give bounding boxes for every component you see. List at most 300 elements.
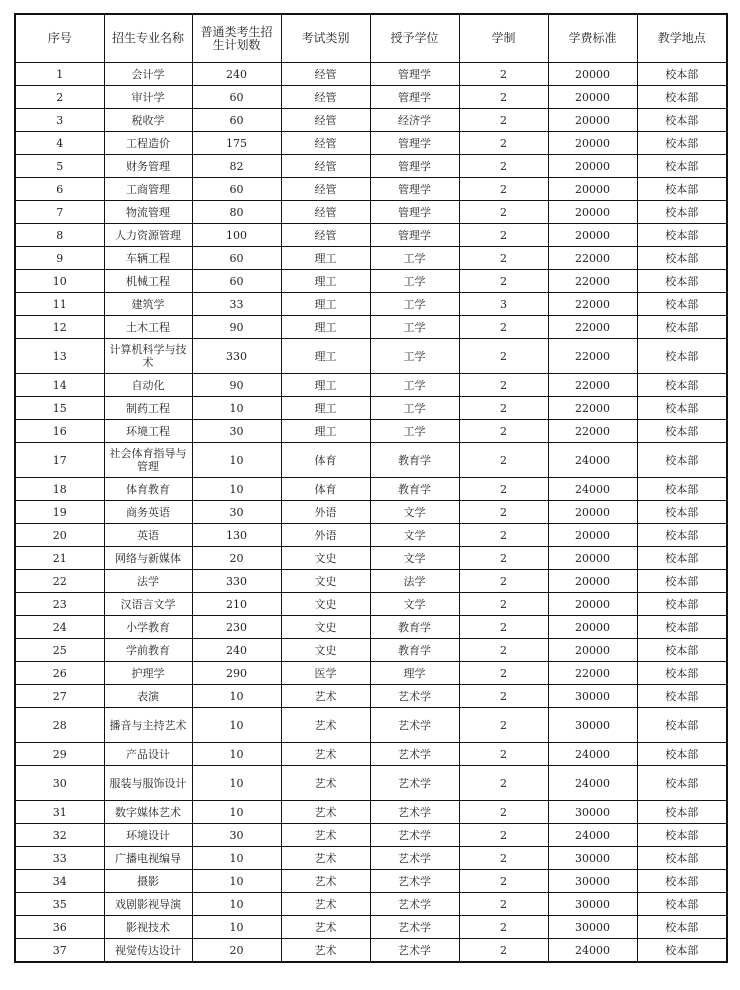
tuition-cell: 30000 [548,801,637,824]
major-name-cell: 建筑学 [104,293,192,316]
table-row [15,524,727,547]
duration-cell: 2 [459,63,548,86]
quota-cell: 33 [192,293,281,316]
tuition-cell: 24000 [548,824,637,847]
degree-cell: 工学 [370,316,459,339]
major-name-cell: 税收学 [104,109,192,132]
table-row [15,685,727,708]
major-name-cell: 审计学 [104,86,192,109]
major-name-cell: 广播电视编导 [104,847,192,870]
major-name-cell: 戏剧影视导演 [104,893,192,916]
quota-cell: 10 [192,893,281,916]
serial-no-cell: 31 [15,801,104,824]
table-row [15,443,727,478]
major-name-cell: 播音与主持艺术 [104,708,192,743]
serial-no-cell: 20 [15,524,104,547]
tuition-cell: 30000 [548,916,637,939]
serial-no-cell: 14 [15,374,104,397]
tuition-cell: 22000 [548,374,637,397]
table-row [15,397,727,420]
exam-category-cell: 经管 [281,109,370,132]
degree-cell: 艺术学 [370,766,459,801]
major-name-cell: 影视技术 [104,916,192,939]
duration-cell: 2 [459,524,548,547]
major-name-cell: 体育教育 [104,478,192,501]
degree-cell: 艺术学 [370,893,459,916]
table-row [15,501,727,524]
tuition-cell: 20000 [548,501,637,524]
exam-category-cell: 理工 [281,374,370,397]
campus-cell: 校本部 [637,293,727,316]
serial-no-cell: 5 [15,155,104,178]
table-row [15,316,727,339]
tuition-cell: 20000 [548,63,637,86]
degree-cell: 文学 [370,547,459,570]
tuition-cell: 24000 [548,443,637,478]
campus-cell: 校本部 [637,524,727,547]
header-row [15,14,727,63]
degree-cell: 教育学 [370,443,459,478]
serial-no-cell: 1 [15,63,104,86]
exam-category-cell: 艺术 [281,893,370,916]
tuition-cell: 22000 [548,270,637,293]
exam-category-cell: 艺术 [281,916,370,939]
exam-category-cell: 理工 [281,339,370,374]
campus-cell: 校本部 [637,939,727,963]
major-name-cell: 商务英语 [104,501,192,524]
table-row [15,570,727,593]
campus-cell: 校本部 [637,478,727,501]
quota-cell: 10 [192,870,281,893]
degree-cell: 文学 [370,524,459,547]
campus-cell: 校本部 [637,247,727,270]
serial-no-cell: 4 [15,132,104,155]
quota-cell: 10 [192,743,281,766]
exam-category-cell: 艺术 [281,870,370,893]
tuition-cell: 22000 [548,316,637,339]
tuition-cell: 20000 [548,524,637,547]
degree-cell: 理学 [370,662,459,685]
table-row [15,155,727,178]
degree-cell: 工学 [370,293,459,316]
degree-cell: 教育学 [370,478,459,501]
duration-cell: 2 [459,339,548,374]
serial-no-cell: 24 [15,616,104,639]
degree-cell: 艺术学 [370,847,459,870]
quota-cell: 60 [192,109,281,132]
tuition-cell: 22000 [548,420,637,443]
serial-no-cell: 18 [15,478,104,501]
serial-no-cell: 34 [15,870,104,893]
major-name-cell: 汉语言文学 [104,593,192,616]
tuition-cell: 20000 [548,593,637,616]
major-name-cell: 车辆工程 [104,247,192,270]
duration-cell: 2 [459,662,548,685]
exam-category-cell: 艺术 [281,824,370,847]
serial-no-cell: 12 [15,316,104,339]
tuition-cell: 24000 [548,478,637,501]
quota-cell: 10 [192,397,281,420]
table-row [15,824,727,847]
tuition-cell: 20000 [548,155,637,178]
campus-cell: 校本部 [637,662,727,685]
exam-category-cell: 文史 [281,570,370,593]
degree-cell: 管理学 [370,86,459,109]
duration-cell: 2 [459,443,548,478]
duration-cell: 2 [459,708,548,743]
serial-no-cell: 9 [15,247,104,270]
major-name-cell: 服装与服饰设计 [104,766,192,801]
campus-cell: 校本部 [637,132,727,155]
quota-cell: 240 [192,639,281,662]
degree-cell: 艺术学 [370,939,459,963]
table-row [15,708,727,743]
tuition-cell: 20000 [548,178,637,201]
duration-cell: 2 [459,847,548,870]
duration-cell: 2 [459,270,548,293]
quota-cell: 30 [192,824,281,847]
exam-category-cell: 理工 [281,247,370,270]
quota-cell: 20 [192,939,281,963]
serial-no-cell: 32 [15,824,104,847]
degree-cell: 管理学 [370,132,459,155]
tuition-cell: 24000 [548,743,637,766]
tuition-cell: 24000 [548,766,637,801]
serial-no-cell: 16 [15,420,104,443]
tuition-cell: 22000 [548,339,637,374]
quota-cell: 210 [192,593,281,616]
serial-no-cell: 3 [15,109,104,132]
tuition-cell: 20000 [548,201,637,224]
degree-cell: 艺术学 [370,743,459,766]
quota-cell: 10 [192,847,281,870]
table-row [15,63,727,86]
degree-cell: 工学 [370,397,459,420]
quota-cell: 10 [192,766,281,801]
major-name-cell: 网络与新媒体 [104,547,192,570]
quota-cell: 230 [192,616,281,639]
campus-cell: 校本部 [637,501,727,524]
serial-no-cell: 30 [15,766,104,801]
exam-category-cell: 经管 [281,132,370,155]
exam-category-cell: 外语 [281,524,370,547]
tuition-cell: 20000 [548,616,637,639]
degree-cell: 管理学 [370,155,459,178]
exam-category-cell: 理工 [281,420,370,443]
table-row [15,662,727,685]
duration-cell: 2 [459,247,548,270]
duration-cell: 2 [459,132,548,155]
major-name-cell: 土木工程 [104,316,192,339]
degree-cell: 经济学 [370,109,459,132]
tuition-cell: 20000 [548,570,637,593]
quota-cell: 290 [192,662,281,685]
duration-cell: 3 [459,293,548,316]
campus-cell: 校本部 [637,916,727,939]
major-name-cell: 数字媒体艺术 [104,801,192,824]
quota-cell: 10 [192,916,281,939]
degree-cell: 文学 [370,593,459,616]
campus-cell: 校本部 [637,570,727,593]
degree-cell: 文学 [370,501,459,524]
quota-cell: 10 [192,478,281,501]
campus-cell: 校本部 [637,847,727,870]
major-name-cell: 人力资源管理 [104,224,192,247]
quota-cell: 10 [192,443,281,478]
major-name-cell: 机械工程 [104,270,192,293]
table-row [15,178,727,201]
degree-cell: 工学 [370,374,459,397]
table-row [15,339,727,374]
exam-category-cell: 理工 [281,293,370,316]
serial-no-cell: 35 [15,893,104,916]
tuition-cell: 30000 [548,708,637,743]
table-row [15,801,727,824]
exam-category-cell: 艺术 [281,685,370,708]
table-row [15,270,727,293]
campus-cell: 校本部 [637,374,727,397]
quota-cell: 90 [192,316,281,339]
degree-cell: 教育学 [370,639,459,662]
quota-cell: 30 [192,420,281,443]
degree-cell: 管理学 [370,63,459,86]
exam-category-cell: 医学 [281,662,370,685]
exam-category-cell: 艺术 [281,708,370,743]
serial-no-cell: 11 [15,293,104,316]
major-name-cell: 环境工程 [104,420,192,443]
header-duration: 学制 [459,14,548,63]
campus-cell: 校本部 [637,316,727,339]
major-name-cell: 制药工程 [104,397,192,420]
campus-cell: 校本部 [637,201,727,224]
major-name-cell: 表演 [104,685,192,708]
exam-category-cell: 经管 [281,201,370,224]
duration-cell: 2 [459,766,548,801]
duration-cell: 2 [459,201,548,224]
serial-no-cell: 23 [15,593,104,616]
serial-no-cell: 2 [15,86,104,109]
campus-cell: 校本部 [637,443,727,478]
serial-no-cell: 36 [15,916,104,939]
serial-no-cell: 26 [15,662,104,685]
exam-category-cell: 经管 [281,224,370,247]
header-campus: 教学地点 [637,14,727,63]
exam-category-cell: 文史 [281,639,370,662]
header-exam-category: 考试类别 [281,14,370,63]
degree-cell: 管理学 [370,224,459,247]
exam-category-cell: 体育 [281,478,370,501]
campus-cell: 校本部 [637,63,727,86]
quota-cell: 90 [192,374,281,397]
duration-cell: 2 [459,397,548,420]
campus-cell: 校本部 [637,178,727,201]
table-row [15,420,727,443]
duration-cell: 2 [459,639,548,662]
major-name-cell: 法学 [104,570,192,593]
table-row [15,639,727,662]
enrollment-plan-table [14,13,728,963]
quota-cell: 60 [192,270,281,293]
tuition-cell: 22000 [548,662,637,685]
quota-cell: 82 [192,155,281,178]
campus-cell: 校本部 [637,224,727,247]
degree-cell: 工学 [370,420,459,443]
duration-cell: 2 [459,743,548,766]
campus-cell: 校本部 [637,86,727,109]
tuition-cell: 24000 [548,939,637,963]
tuition-cell: 30000 [548,685,637,708]
duration-cell: 2 [459,224,548,247]
campus-cell: 校本部 [637,743,727,766]
major-name-cell: 会计学 [104,63,192,86]
serial-no-cell: 6 [15,178,104,201]
quota-cell: 60 [192,86,281,109]
duration-cell: 2 [459,547,548,570]
major-name-cell: 学前教育 [104,639,192,662]
degree-cell: 工学 [370,247,459,270]
table-row [15,293,727,316]
duration-cell: 2 [459,893,548,916]
campus-cell: 校本部 [637,593,727,616]
degree-cell: 艺术学 [370,685,459,708]
exam-category-cell: 经管 [281,86,370,109]
major-name-cell: 物流管理 [104,201,192,224]
serial-no-cell: 21 [15,547,104,570]
duration-cell: 2 [459,824,548,847]
major-name-cell: 计算机科学与技术 [104,339,192,374]
tuition-cell: 20000 [548,86,637,109]
duration-cell: 2 [459,478,548,501]
exam-category-cell: 外语 [281,501,370,524]
table-row [15,547,727,570]
quota-cell: 60 [192,247,281,270]
serial-no-cell: 10 [15,270,104,293]
campus-cell: 校本部 [637,109,727,132]
exam-category-cell: 经管 [281,155,370,178]
duration-cell: 2 [459,570,548,593]
serial-no-cell: 22 [15,570,104,593]
degree-cell: 教育学 [370,616,459,639]
tuition-cell: 30000 [548,847,637,870]
campus-cell: 校本部 [637,270,727,293]
campus-cell: 校本部 [637,339,727,374]
tuition-cell: 30000 [548,870,637,893]
serial-no-cell: 33 [15,847,104,870]
quota-cell: 330 [192,570,281,593]
campus-cell: 校本部 [637,155,727,178]
header-enrollment-quota: 普通类考生招生计划数 [192,14,281,63]
exam-category-cell: 文史 [281,593,370,616]
campus-cell: 校本部 [637,639,727,662]
duration-cell: 2 [459,939,548,963]
duration-cell: 2 [459,109,548,132]
major-name-cell: 环境设计 [104,824,192,847]
major-name-cell: 摄影 [104,870,192,893]
degree-cell: 工学 [370,339,459,374]
tuition-cell: 30000 [548,893,637,916]
tuition-cell: 20000 [548,224,637,247]
degree-cell: 法学 [370,570,459,593]
degree-cell: 艺术学 [370,916,459,939]
major-name-cell: 财务管理 [104,155,192,178]
serial-no-cell: 19 [15,501,104,524]
table-row [15,847,727,870]
duration-cell: 2 [459,916,548,939]
campus-cell: 校本部 [637,801,727,824]
quota-cell: 30 [192,501,281,524]
serial-no-cell: 27 [15,685,104,708]
quota-cell: 240 [192,63,281,86]
table-row [15,247,727,270]
serial-no-cell: 28 [15,708,104,743]
serial-no-cell: 17 [15,443,104,478]
quota-cell: 130 [192,524,281,547]
table-row [15,916,727,939]
table-row [15,893,727,916]
table-row [15,201,727,224]
serial-no-cell: 7 [15,201,104,224]
header-serial-no: 序号 [15,14,104,63]
duration-cell: 2 [459,86,548,109]
duration-cell: 2 [459,593,548,616]
header-major-name: 招生专业名称 [104,14,192,63]
degree-cell: 管理学 [370,178,459,201]
campus-cell: 校本部 [637,547,727,570]
major-name-cell: 社会体育指导与管理 [104,443,192,478]
major-name-cell: 工程造价 [104,132,192,155]
duration-cell: 2 [459,155,548,178]
duration-cell: 2 [459,870,548,893]
exam-category-cell: 经管 [281,63,370,86]
serial-no-cell: 15 [15,397,104,420]
table-row [15,478,727,501]
exam-category-cell: 艺术 [281,939,370,963]
exam-category-cell: 艺术 [281,847,370,870]
duration-cell: 2 [459,316,548,339]
quota-cell: 60 [192,178,281,201]
duration-cell: 2 [459,685,548,708]
campus-cell: 校本部 [637,708,727,743]
tuition-cell: 22000 [548,293,637,316]
exam-category-cell: 理工 [281,270,370,293]
table-row [15,374,727,397]
degree-cell: 艺术学 [370,824,459,847]
major-name-cell: 工商管理 [104,178,192,201]
exam-category-cell: 经管 [281,178,370,201]
table-row [15,743,727,766]
duration-cell: 2 [459,501,548,524]
serial-no-cell: 8 [15,224,104,247]
major-name-cell: 英语 [104,524,192,547]
table-row [15,766,727,801]
serial-no-cell: 13 [15,339,104,374]
major-name-cell: 护理学 [104,662,192,685]
quota-cell: 330 [192,339,281,374]
tuition-cell: 22000 [548,397,637,420]
table-row [15,132,727,155]
campus-cell: 校本部 [637,824,727,847]
exam-category-cell: 艺术 [281,766,370,801]
exam-category-cell: 体育 [281,443,370,478]
major-name-cell: 自动化 [104,374,192,397]
table-row [15,616,727,639]
quota-cell: 10 [192,685,281,708]
quota-cell: 175 [192,132,281,155]
campus-cell: 校本部 [637,766,727,801]
campus-cell: 校本部 [637,420,727,443]
header-tuition: 学费标准 [548,14,637,63]
quota-cell: 10 [192,708,281,743]
